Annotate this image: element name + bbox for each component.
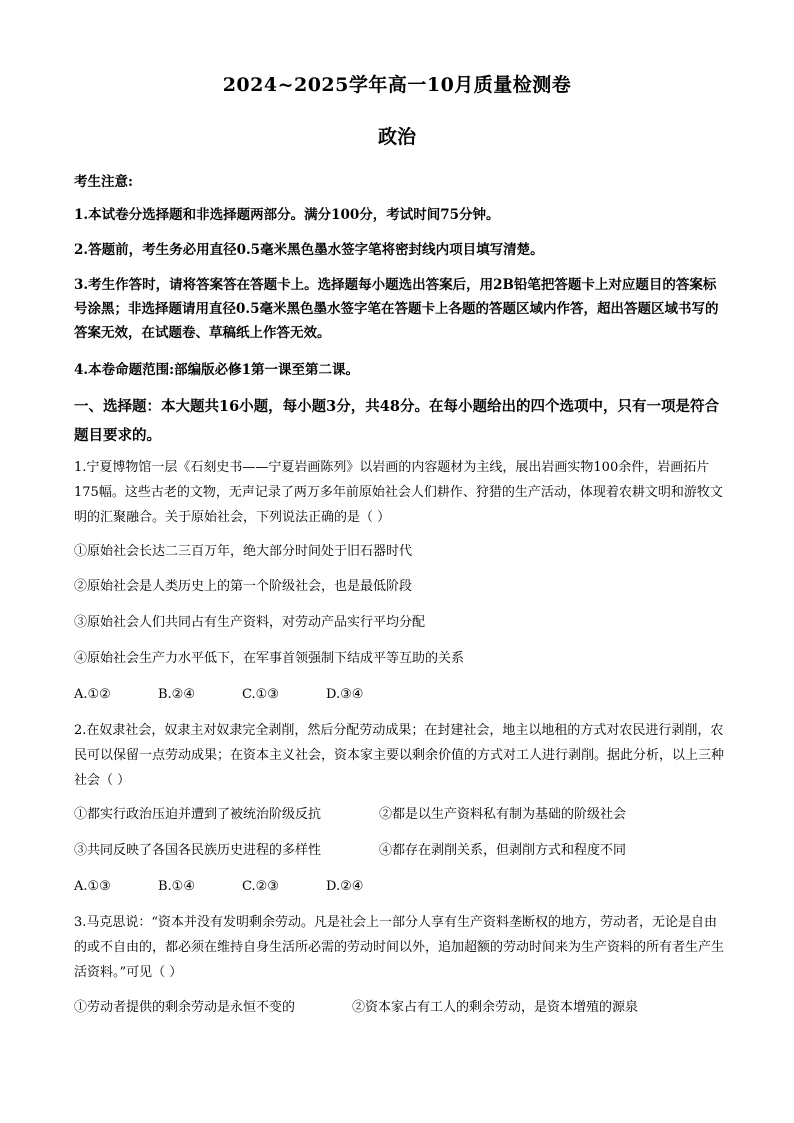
notice-item-3: 3.考生作答时，请将答案答在答题卡上。选择题每小题选出答案后，用2B铅笔把答题卡上对应题目的答案标号涂黑；非选择题请用直径0.5毫米黑色墨水签字笔在答题卡上各题的答题区域内作答，超出答题区域书写的答案无效，在试题卷、草稿纸上作答无效。 bbox=[74, 277, 719, 341]
notice-item-4: 4.本卷命题范围:部编版必修1第一课至第二课。 bbox=[74, 362, 359, 378]
question-1-choices bbox=[74, 685, 410, 705]
question-3-statement-1: ①劳动者提供的剩余劳动是永恒不变的 bbox=[74, 1000, 296, 1015]
question-1-choice-a[interactable]: A.①② bbox=[74, 687, 111, 702]
question-1-stem: 1.宁夏博物馆一层《石刻史书——宁夏岩画陈列》以岩画的内容题材为主线，展出岩画实物100余件，岩画拓片175幅。这些古老的文物，无声记录了两万多年前原始社会人们耕作、狩猎的生产活动，体现着农耕文明和游牧文明的汇聚融合。关于原始社会，下列说法正确的是（ ） bbox=[74, 460, 723, 525]
notice-heading: 考生注意: bbox=[74, 174, 133, 190]
question-2-statement-4: ④都存在剥削关系，但剥削方式和程度不同 bbox=[379, 843, 627, 858]
question-1-choice-c[interactable]: C.①③ bbox=[242, 687, 279, 702]
subject-title: 政治 bbox=[377, 126, 416, 148]
question-2-stem: 2.在奴隶社会，奴隶主对奴隶完全剥削，然后分配劳动成果；在封建社会，地主以地租的方式对农民进行剥削，农民可以保留一点劳动成果；在资本主义社会，资本家主要以剩余价值的方式对工人进行剥削。据此分析，以上三种社会（ ） bbox=[74, 723, 725, 788]
question-2-choice-c[interactable]: C.②③ bbox=[242, 879, 279, 894]
exam-title: 2024~2025学年高一10月质量检测卷 bbox=[222, 74, 572, 96]
question-1-statement-4: ④原始社会生产力水平低下，在军事首领强制下结成平等互助的关系 bbox=[74, 651, 465, 666]
question-1-statement-1: ①原始社会长达二三百万年，绝大部分时间处于旧石器时代 bbox=[74, 544, 413, 559]
question-1-choice-b[interactable]: B.②④ bbox=[158, 687, 195, 702]
notice-item-1: 1.本试卷分选择题和非选择题两部分。满分100分，考试时间75分钟。 bbox=[74, 207, 500, 223]
notice-item-2: 2.答题前，考生务必用直径0.5毫米黑色墨水签字笔将密封线内项目填写清楚。 bbox=[74, 242, 544, 258]
question-2-statement-3: ③共同反映了各国各民族历史进程的多样性 bbox=[74, 843, 322, 858]
question-1-choice-d[interactable]: D.③④ bbox=[326, 687, 364, 702]
question-1-statement-3: ③原始社会人们共同占有生产资料，对劳动产品实行平均分配 bbox=[74, 615, 426, 630]
question-2-choice-d[interactable]: D.②④ bbox=[326, 879, 364, 894]
question-3-statement-2: ②资本家占有工人的剩余劳动，是资本增殖的源泉 bbox=[352, 1000, 639, 1015]
question-2-statement-2: ②都是以生产资料私有制为基础的阶级社会 bbox=[379, 807, 627, 822]
question-2-choice-b[interactable]: B.①④ bbox=[158, 879, 195, 894]
question-1-statement-2: ②原始社会是人类历史上的第一个阶级社会，也是最低阶段 bbox=[74, 579, 413, 594]
question-2-choice-a[interactable]: A.①③ bbox=[74, 879, 111, 894]
question-2-choices bbox=[74, 877, 410, 897]
question-3-stem: 3.马克思说：“资本并没有发明剩余劳动。凡是社会上一部分人享有生产资料垄断权的地方，劳动者，无论是自由的或不自由的，都必须在维持自身生活所必需的劳动时间以外，追加超额的劳动时间来为生产资料的所有者生产生活资料。”可见（ ） bbox=[74, 915, 725, 980]
question-2-statement-1: ①都实行政治压迫并遭到了被统治阶级反抗 bbox=[74, 807, 322, 822]
section-heading: 一、选择题：本大题共16小题，每小题3分，共48分。在每小题给出的四个选项中，只有一项是符合题目要求的。 bbox=[74, 398, 719, 444]
